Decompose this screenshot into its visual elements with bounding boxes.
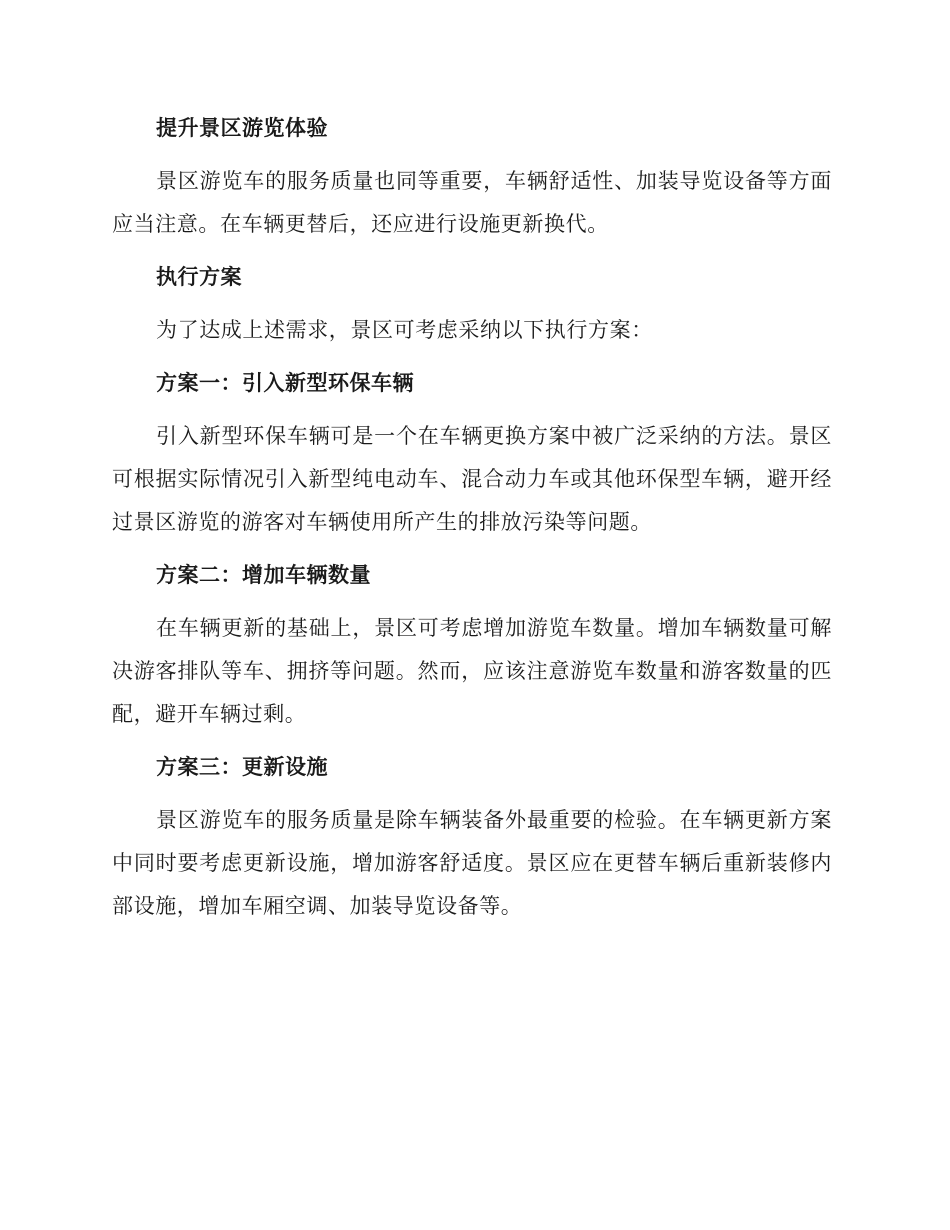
section-heading-execution-plan: 执行方案 bbox=[156, 265, 242, 289]
section-heading-plan-two: 方案二：增加车辆数量 bbox=[156, 563, 371, 587]
section-paragraph-plan-three: 景区游览车的服务质量是除车辆装备外最重要的检验。在车辆更新方案中同时要考虑更新设施，增加游客舒适度。景区应在更替车辆后重新装修内部设施，增加车厢空调、加装导览设备等。 bbox=[112, 808, 832, 918]
section-paragraph-plan-two: 在车辆更新的基础上，景区可考虑增加游览车数量。增加车辆数量可解决游客排队等车、拥挤等问题。然而，应该注意游览车数量和游客数量的匹配，避开车辆过剩。 bbox=[112, 616, 832, 726]
section-paragraph-plan-one: 引入新型环保车辆可是一个在车辆更换方案中被广泛采纳的方法。景区可根据实际情况引入新型纯电动车、混合动力车或其他环保型车辆，避开经过景区游览的游客对车辆使用所产生的排放污染等问题。 bbox=[112, 424, 832, 534]
section-paragraph-enhance-experience: 景区游览车的服务质量也同等重要，车辆舒适性、加装导览设备等方面应当注意。在车辆更替后，还应进行设施更新换代。 bbox=[112, 169, 832, 236]
spacer bbox=[112, 352, 832, 363]
spacer bbox=[112, 403, 832, 415]
section-paragraph-execution-plan: 为了达成上述需求，景区可考虑采纳以下执行方案： bbox=[156, 318, 653, 342]
spacer bbox=[112, 595, 832, 607]
spacer bbox=[112, 787, 832, 799]
spacer bbox=[112, 297, 832, 309]
section-heading-enhance-experience: 提升景区游览体验 bbox=[156, 116, 328, 140]
spacer bbox=[112, 736, 832, 747]
section-heading-plan-one: 方案一：引入新型环保车辆 bbox=[156, 371, 414, 395]
document-body bbox=[112, 108, 832, 928]
spacer bbox=[112, 246, 832, 257]
section-heading-plan-three: 方案三：更新设施 bbox=[156, 755, 328, 779]
spacer bbox=[112, 544, 832, 555]
spacer bbox=[112, 148, 832, 160]
